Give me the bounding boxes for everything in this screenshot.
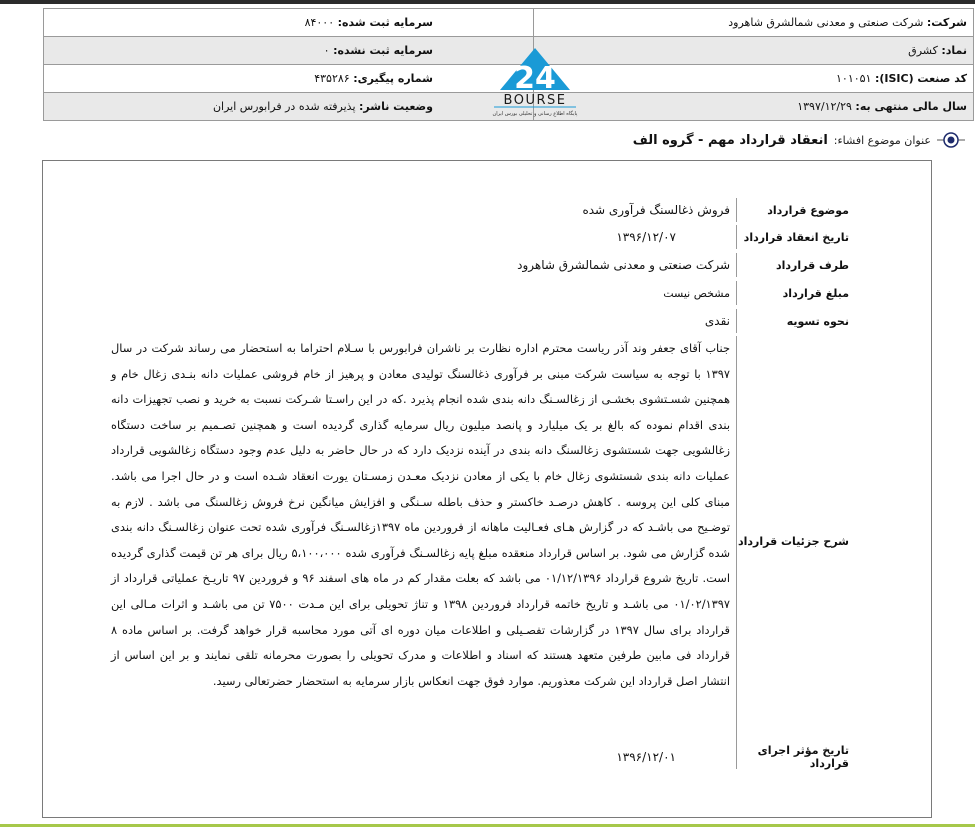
- bourse-logo-graphic: [488, 44, 582, 120]
- settlement-row: [705, 309, 855, 333]
- svg-text:24: 24: [514, 61, 556, 96]
- logo-text: BOURSE: [503, 93, 567, 108]
- separator: [736, 336, 737, 746]
- separator: [736, 309, 737, 333]
- separator: [736, 198, 737, 222]
- target-bullet-icon: [937, 130, 965, 150]
- publisher-status-cell: [44, 93, 534, 121]
- tracking-number-cell: [44, 65, 534, 93]
- symbol-value: کشرق: [908, 44, 938, 57]
- contract-date-label: تاریخ انعقاد قرارداد: [743, 230, 849, 244]
- registered-capital-label: سرمایه ثبت شده:: [337, 16, 433, 29]
- contract-amount-label: مبلغ قرارداد: [782, 286, 849, 300]
- subject-title: انعقاد قرارداد مهم - گروه الف: [632, 132, 828, 148]
- contract-amount-value: مشخص نیست: [663, 286, 730, 300]
- company-value: شرکت صنعتی و معدنی شمالشرق شاهرود: [728, 16, 924, 29]
- settlement-label: نحوه تسویه: [786, 314, 849, 328]
- contract-details-label: شرح جزئیات قرارداد: [737, 534, 849, 548]
- unregistered-capital-cell: [44, 37, 534, 65]
- isic-label: کد صنعت (ISIC):: [874, 72, 967, 85]
- contract-subject-value: فروش ذغالسنگ فرآوری شده: [582, 203, 730, 217]
- bottom-border: [0, 824, 975, 827]
- separator: [736, 253, 737, 277]
- fiscal-year-value: ۱۳۹۷/۱۲/۲۹: [797, 100, 852, 113]
- subject-label: عنوان موضوع افشاء:: [833, 133, 931, 147]
- contract-details-row: [107, 336, 855, 746]
- tracking-number-value: ۴۳۵۲۸۶: [314, 72, 350, 85]
- symbol-cell: [534, 37, 974, 65]
- tracking-number-label: شماره پیگیری:: [353, 72, 433, 85]
- contract-party-label: طرف قرارداد: [775, 258, 849, 272]
- isic-cell: [534, 65, 974, 93]
- fiscal-year-cell: [534, 93, 974, 121]
- contract-party-row: [517, 253, 855, 277]
- contract-amount-row: [663, 281, 855, 305]
- top-border: [0, 0, 975, 4]
- logo-caption: پایگاه اطلاع رسانی و تحلیلی بورس ایران: [492, 111, 578, 117]
- unregistered-capital-value: ۰: [323, 44, 330, 57]
- isic-value: ۱۰۱۰۵۱: [836, 72, 872, 85]
- disclosure-subject: [633, 128, 965, 152]
- registered-capital-value: ۸۴۰۰۰: [304, 16, 335, 29]
- publisher-status-value: پذیرفته شده در فرابورس ایران: [212, 100, 356, 113]
- separator: [736, 225, 737, 249]
- contract-date-row: [616, 225, 855, 249]
- publisher-status-label: وضعیت ناشر:: [359, 100, 433, 113]
- effective-date-label: تاریخ مؤثر اجرای قرارداد: [757, 744, 849, 770]
- symbol-label: نماد:: [941, 44, 967, 57]
- separator: [736, 281, 737, 305]
- company-cell: [534, 9, 974, 37]
- contract-subject-label: موضوع قرارداد: [767, 203, 849, 217]
- unregistered-capital-label: سرمایه ثبت نشده:: [333, 44, 433, 57]
- registered-capital-cell: [44, 9, 534, 37]
- contract-subject-row: [582, 198, 855, 222]
- contract-date-value: ۱۳۹۶/۱۲/۰۷: [616, 230, 676, 244]
- contract-party-value: شرکت صنعتی و معدنی شمالشرق شاهرود: [517, 258, 730, 272]
- contract-details-text: جناب آقای جعفر وند آذر ریاست محترم اداره نظارت بر ناشران فرابورس با سـلام احتراما به استحضار می رساند شرکت در سال ۱۳۹۷ با توجه به سیاست شرکت مبنی بر فرآوری ذغالسنگ تولیدی معادن و پرهیز از خام فروشی عملیات دانه بنـدی زغال خام و همچنین شسـتشوی بخشـی از زغالسـنگ دانه بندی شده انجام پذیرد .که در این راسـتا شـرکت نسبت به خرید و نصب تجهیزات دانه بندی اقدام نموده که بالغ بر یک میلیارد و پانصد میلیون ریال سرمایه گذاری گردیده است و همچنین تصـمیم بر ساخت دستگاه زغالشویی جهت شستشوی زغالسنگ دانه بندی در آینده نزدیک دارد که در حال حاضر به دلیل عدم وجود دستگاه زغالشویی قرارداد عملیات دانه بندی شستشوی زغال خام با یکی از معادن نزدیک معـدن زمسـتان یورت انعقاد شـده است و در حال اجرا می باشد. مبنای کلی این پروسه . کاهش درصـد خاکستر و حذف باطله سـنگی و افزایش میانگین نرخ فروش زغالسنگ می باشد . لازم به توضـیح می باشـد که در گزارش هـای فعـالیت ماهانه از فروردین ماه ۱۳۹۷زغالسـنگ فرآوری شده تحت عنوان زغالسـنگ دانه بندی شده گزارش می شود. بر اساس قرارداد منعقده مبلغ پایه زغالسـنگ فرآوری شده ۵،۱۰۰،۰۰۰ ریال برای هر تن قیمت گذاری گردیده است. تاریخ شروع قرارداد ۰۱/۱۲/۱۳۹۶ می باشد که بعلت مقدار کم در ماه های اسفند ۹۶ و فروردین ۹۷ تاریـخ عملیاتی قرارداد از ۰۱/۰۲/۱۳۹۷ می باشـد و تاریخ خاتمه قرارداد فروردین ۱۳۹۸ و تناژ تحویلی برای این مـدت ۷۵۰۰ تن می باشـد و اثرات مـالی این قرارداد برای سال ۱۳۹۷ در گزارشات تفصـیلی و اطلاعات میان دوره ای آتی مورد محاسبه قرار خواهد گرفت. بر اساس ماده ۸ قرارداد فی مابین طرفین متعهد هستند که اسناد و اطلاعات و مدرک تحویلی را بصورت محرمانه تلقی نمایند و بر این اساس از انتشار اصل قرارداد این شرکت معذوریم. موارد فوق جهت انعکاس بازار سرمایه به استحضار حضرتعالی رسید.: [111, 341, 731, 688]
- effective-date-value: ۱۳۹۶/۱۲/۰۱: [616, 750, 676, 764]
- fiscal-year-label: سال مالی منتهی به:: [855, 100, 967, 113]
- settlement-value: نقدی: [704, 314, 730, 328]
- company-label: شرکت:: [926, 16, 967, 29]
- effective-date-row: [616, 745, 855, 769]
- separator: [736, 745, 737, 769]
- bourse-logo: [488, 44, 582, 120]
